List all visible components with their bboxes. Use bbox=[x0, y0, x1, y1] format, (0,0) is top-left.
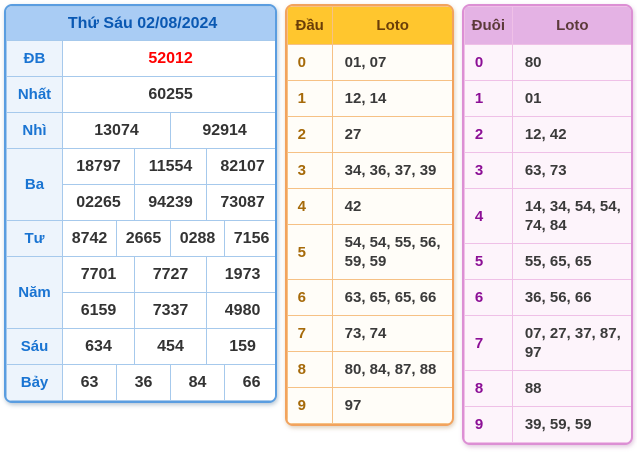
table-row bbox=[464, 407, 632, 443]
duoi-digit: 0 bbox=[464, 45, 512, 81]
duoi-lotos: 07, 27, 37, 87, 97 bbox=[512, 316, 632, 371]
table-row bbox=[287, 352, 453, 388]
result-table bbox=[4, 4, 277, 403]
duoi-lotos: 39, 59, 59 bbox=[512, 407, 632, 443]
dau-lotos: 42 bbox=[332, 189, 453, 225]
prize-value: 18797 bbox=[63, 149, 135, 185]
duoi-digit: 3 bbox=[464, 153, 512, 189]
table-row bbox=[7, 7, 277, 41]
prize-value: 454 bbox=[135, 329, 207, 365]
table-row bbox=[287, 189, 453, 225]
duoi-digit: 8 bbox=[464, 371, 512, 407]
prize-value: 1973 bbox=[207, 257, 277, 293]
table-row bbox=[464, 316, 632, 371]
dau-digit: 6 bbox=[287, 280, 332, 316]
table-row bbox=[464, 153, 632, 189]
table-row bbox=[287, 280, 453, 316]
prize-value: 36 bbox=[117, 365, 171, 401]
duoi-digit: 2 bbox=[464, 117, 512, 153]
dau-lotos: 54, 54, 55, 56, 59, 59 bbox=[332, 225, 453, 280]
dau-loto-table bbox=[285, 4, 454, 426]
prize-value: 02265 bbox=[63, 185, 135, 221]
prize-label-db: ĐB bbox=[7, 41, 63, 77]
duoi-digit: 5 bbox=[464, 244, 512, 280]
prize-label-bay: Bảy bbox=[7, 365, 63, 401]
prize-value: 6159 bbox=[63, 293, 135, 329]
dau-digit: 9 bbox=[287, 388, 332, 424]
table-row bbox=[7, 149, 277, 185]
prize-value: 159 bbox=[207, 329, 277, 365]
prize-value: 94239 bbox=[135, 185, 207, 221]
prize-value: 634 bbox=[63, 329, 135, 365]
duoi-lotos: 55, 65, 65 bbox=[512, 244, 632, 280]
dau-lotos: 34, 36, 37, 39 bbox=[332, 153, 453, 189]
duoi-digit: 1 bbox=[464, 81, 512, 117]
table-row bbox=[7, 77, 277, 113]
dau-lotos: 97 bbox=[332, 388, 453, 424]
table-row bbox=[464, 117, 632, 153]
dau-digit: 7 bbox=[287, 316, 332, 352]
prize-value: 2665 bbox=[117, 221, 171, 257]
table-row bbox=[287, 316, 453, 352]
prize-value: 11554 bbox=[135, 149, 207, 185]
prize-value: 60255 bbox=[63, 77, 277, 113]
prize-label-ba: Ba bbox=[7, 149, 63, 221]
dau-digit: 2 bbox=[287, 117, 332, 153]
prize-value-db: 52012 bbox=[63, 41, 277, 77]
prize-label-nam: Năm bbox=[7, 257, 63, 329]
prize-label-tu: Tư bbox=[7, 221, 63, 257]
table-row bbox=[464, 7, 632, 45]
duoi-lotos: 80 bbox=[512, 45, 632, 81]
duoi-lotos: 36, 56, 66 bbox=[512, 280, 632, 316]
dau-lotos: 73, 74 bbox=[332, 316, 453, 352]
loto-column-header: Loto bbox=[332, 7, 453, 45]
dau-digit: 8 bbox=[287, 352, 332, 388]
dau-digit: 0 bbox=[287, 45, 332, 81]
prize-label-nhat: Nhất bbox=[7, 77, 63, 113]
dau-lotos: 63, 65, 65, 66 bbox=[332, 280, 453, 316]
duoi-lotos: 63, 73 bbox=[512, 153, 632, 189]
prize-value: 84 bbox=[171, 365, 225, 401]
prize-value: 73087 bbox=[207, 185, 277, 221]
prize-value: 7337 bbox=[135, 293, 207, 329]
table-row bbox=[464, 81, 632, 117]
duoi-lotos: 12, 42 bbox=[512, 117, 632, 153]
dau-lotos: 12, 14 bbox=[332, 81, 453, 117]
dau-lotos: 27 bbox=[332, 117, 453, 153]
dau-column-header: Đầu bbox=[287, 7, 332, 45]
prize-value: 7156 bbox=[225, 221, 277, 257]
result-date-title: Thứ Sáu 02/08/2024 bbox=[7, 7, 277, 41]
table-row bbox=[287, 388, 453, 424]
prize-label-nhi: Nhì bbox=[7, 113, 63, 149]
duoi-lotos: 88 bbox=[512, 371, 632, 407]
table-row bbox=[464, 45, 632, 81]
table-row bbox=[287, 225, 453, 280]
table-row bbox=[7, 221, 277, 257]
dau-digit: 5 bbox=[287, 225, 332, 280]
duoi-column-header: Đuôi bbox=[464, 7, 512, 45]
dau-lotos: 01, 07 bbox=[332, 45, 453, 81]
prize-value: 7701 bbox=[63, 257, 135, 293]
dau-digit: 3 bbox=[287, 153, 332, 189]
duoi-lotos: 14, 34, 54, 54, 74, 84 bbox=[512, 189, 632, 244]
duoi-digit: 6 bbox=[464, 280, 512, 316]
prize-value: 4980 bbox=[207, 293, 277, 329]
prize-value: 92914 bbox=[171, 113, 277, 149]
prize-value: 13074 bbox=[63, 113, 171, 149]
duoi-digit: 7 bbox=[464, 316, 512, 371]
prize-value: 0288 bbox=[171, 221, 225, 257]
duoi-lotos: 01 bbox=[512, 81, 632, 117]
table-row bbox=[287, 153, 453, 189]
table-row bbox=[7, 257, 277, 293]
duoi-digit: 9 bbox=[464, 407, 512, 443]
prize-value: 82107 bbox=[207, 149, 277, 185]
table-row bbox=[7, 113, 277, 149]
table-row bbox=[7, 365, 277, 401]
table-row bbox=[7, 329, 277, 365]
prize-label-sau: Sáu bbox=[7, 329, 63, 365]
prize-value: 8742 bbox=[63, 221, 117, 257]
dau-digit: 4 bbox=[287, 189, 332, 225]
dau-digit: 1 bbox=[287, 81, 332, 117]
table-row bbox=[464, 371, 632, 407]
duoi-loto-table bbox=[462, 4, 633, 445]
duoi-digit: 4 bbox=[464, 189, 512, 244]
loto-column-header: Loto bbox=[512, 7, 632, 45]
table-row bbox=[287, 81, 453, 117]
prize-value: 66 bbox=[225, 365, 277, 401]
table-row bbox=[464, 189, 632, 244]
table-row bbox=[287, 117, 453, 153]
prize-value: 7727 bbox=[135, 257, 207, 293]
prize-value: 63 bbox=[63, 365, 117, 401]
table-row bbox=[287, 45, 453, 81]
table-row bbox=[464, 280, 632, 316]
dau-lotos: 80, 84, 87, 88 bbox=[332, 352, 453, 388]
table-row bbox=[7, 41, 277, 77]
table-row bbox=[287, 7, 453, 45]
table-row bbox=[464, 244, 632, 280]
